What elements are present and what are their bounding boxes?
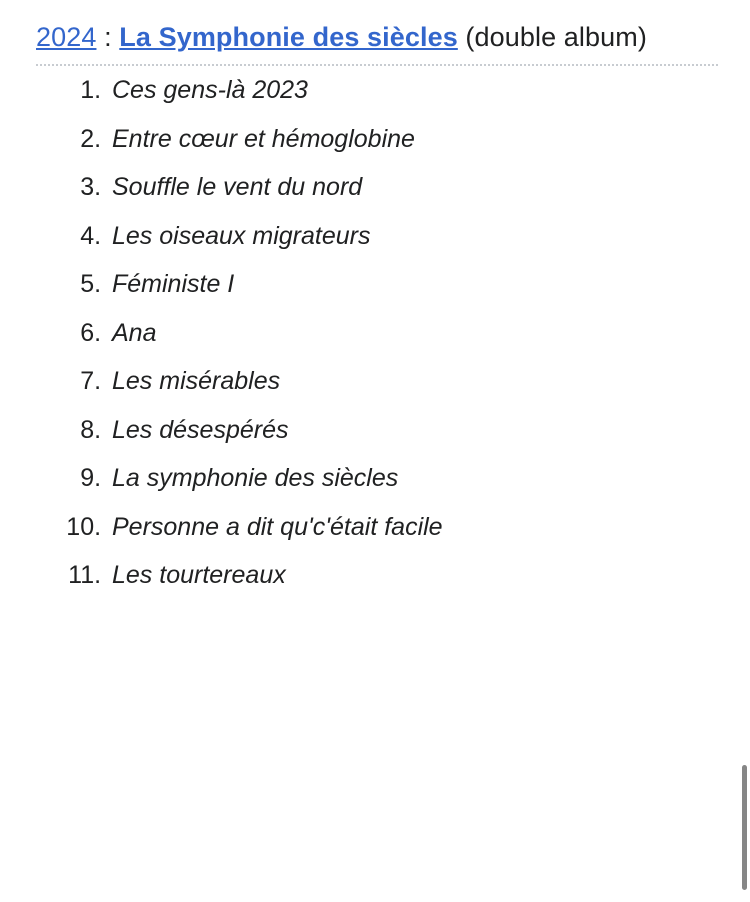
track-title: Féministe I: [112, 270, 235, 299]
track-title: Les désespérés: [112, 415, 289, 444]
heading-separator: :: [96, 22, 120, 52]
track-title: Les oiseaux migrateurs: [112, 221, 371, 250]
album-heading: [36, 18, 716, 64]
track-title: Souffle le vent du nord: [112, 173, 363, 202]
album-title-link[interactable]: La Symphonie des siècles: [119, 22, 458, 52]
year-link[interactable]: 2024: [36, 22, 97, 52]
list-item: [108, 357, 716, 406]
list-item: [108, 309, 716, 358]
list-item: [108, 260, 716, 309]
track-title: Personne a dit qu'c'était facile: [112, 512, 443, 541]
list-item: [108, 66, 716, 115]
track-title: Les misérables: [112, 367, 281, 396]
track-title: Ces gens-là 2023: [112, 76, 308, 105]
track-title: Ana: [112, 318, 157, 347]
track-title: Les tourtereaux: [112, 561, 286, 590]
list-item: [108, 212, 716, 261]
list-item: [108, 454, 716, 503]
list-item: [108, 551, 716, 600]
album-qualifier: (double album): [457, 22, 647, 52]
list-item: [108, 163, 716, 212]
track-list: [36, 66, 716, 600]
list-item: [108, 406, 716, 455]
list-item: [108, 115, 716, 164]
track-title: La symphonie des siècles: [112, 464, 399, 493]
list-item: [108, 503, 716, 552]
vertical-scrollbar[interactable]: [742, 765, 747, 890]
track-title: Entre cœur et hémoglobine: [112, 124, 415, 153]
